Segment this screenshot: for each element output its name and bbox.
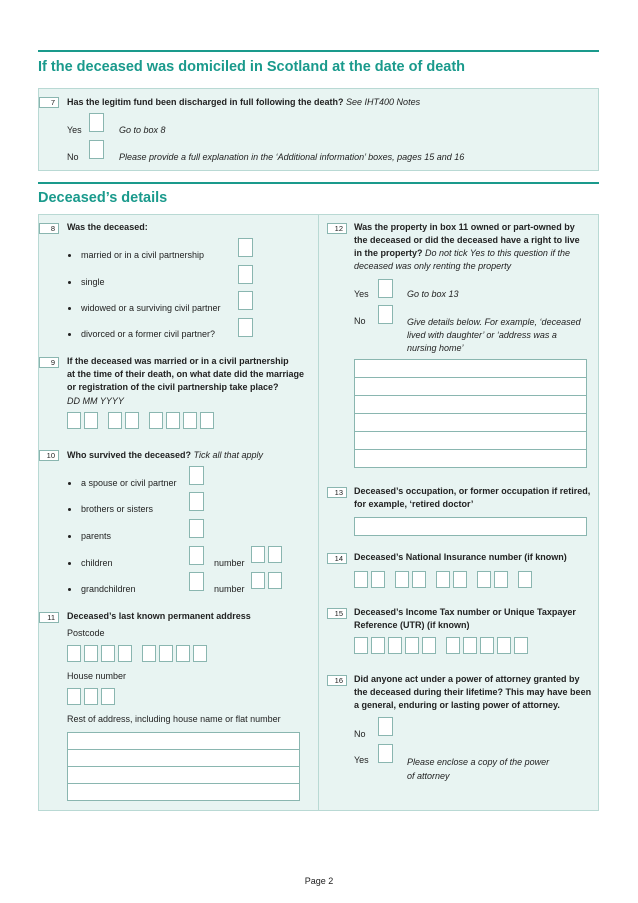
postcode-digit[interactable] [176,645,190,662]
q9-month-digit[interactable] [125,412,139,429]
question-15-line1: Deceased’s Income Tax number or Unique Taxpayer [354,607,576,617]
question-15 [354,606,576,632]
q12-details-line-input[interactable] [354,449,587,468]
q13-occupation-input[interactable] [354,517,587,536]
q11-postcode-label: Postcode [67,628,105,638]
question-8-text: Was the deceased: [67,222,148,232]
q10-option-children: children [81,558,113,568]
ni-digit[interactable] [354,571,368,588]
question-7-note: See IHT400 Notes [346,97,421,107]
q16-yes-instruction-line2: of attorney [407,771,450,781]
q9-date-format: DD MM YYYY [67,396,124,406]
house-number-digit[interactable] [101,688,115,705]
q10-grandchildren-number-digit[interactable] [251,572,265,589]
q8-single-checkbox[interactable] [238,265,253,284]
bullet [68,307,71,310]
q12-yes-checkbox[interactable] [378,279,393,298]
bullet [68,281,71,284]
question-16-line3: a general, enduring or lasting power of attorney. [354,700,560,710]
q16-yes-checkbox[interactable] [378,744,393,763]
q10-siblings-checkbox[interactable] [189,492,204,511]
question-9 [67,355,304,394]
question-15-line2: Reference (UTR) (if known) [354,620,470,630]
question-9-line3: or registration of the civil partnership take place? [67,382,279,392]
ni-digit[interactable] [453,571,467,588]
q10-option-siblings: brothers or sisters [81,504,154,514]
section-rule [38,50,599,52]
utr-digit[interactable] [405,637,419,654]
q12-details-line-input[interactable] [354,395,587,414]
question-12 [354,221,580,273]
q12-no-instruction-line2: lived with daughter’ or ‘address was a [407,330,557,340]
bullet [68,482,71,485]
postcode-digit[interactable] [118,645,132,662]
q10-children-checkbox[interactable] [189,546,204,565]
q12-no-instruction-line3: nursing home’ [407,343,464,353]
ni-digit[interactable] [395,571,409,588]
q12-no-instruction [407,316,581,355]
postcode-digit[interactable] [67,645,81,662]
ni-digit[interactable] [371,571,385,588]
bullet [68,588,71,591]
q10-spouse-checkbox[interactable] [189,466,204,485]
q7-yes-checkbox[interactable] [89,113,104,132]
q10-children-number-digit[interactable] [268,546,282,563]
address-line-input[interactable] [67,766,300,784]
postcode-digit[interactable] [142,645,156,662]
q11-house-number-label: House number [67,671,127,681]
q16-yes-instruction [407,755,549,783]
q16-yes-instruction-line1: Please enclose a copy of the power [407,757,550,767]
q9-month-digit[interactable] [108,412,122,429]
q16-no-checkbox[interactable] [378,717,393,736]
box-number-14: 14 [327,553,347,564]
q16-yes-label: Yes [354,755,369,765]
q12-no-label: No [354,316,366,326]
q11-rest-of-address-label: Rest of address, including house name or flat number [67,714,281,724]
box-number-9: 9 [39,357,59,368]
q10-grandchildren-number-digit[interactable] [268,572,282,589]
address-line-input[interactable] [67,749,300,767]
question-9-line1: If the deceased was married or in a civil partnership [67,356,289,366]
address-line-input[interactable] [67,732,300,750]
q12-details-line-input[interactable] [354,413,587,432]
house-number-digit[interactable] [84,688,98,705]
bullet [68,254,71,257]
utr-digit[interactable] [371,637,385,654]
question-13-line2: for example, ‘retired doctor’ [354,499,474,509]
postcode-digit[interactable] [101,645,115,662]
box-number-7: 7 [39,97,59,108]
q10-option-spouse: a spouse or civil partner [81,478,177,488]
box-number-11: 11 [39,612,59,623]
question-7 [67,97,420,107]
q9-year-digit[interactable] [166,412,180,429]
question-12-note: Do not tick Yes to this question if the [425,248,570,258]
q8-option-married: married or in a civil partnership [81,250,205,260]
q8-divorced-checkbox[interactable] [238,318,253,337]
q12-details-line-input[interactable] [354,359,587,378]
section-rule [38,182,599,184]
q7-no-checkbox[interactable] [89,140,104,159]
box-number-15: 15 [327,608,347,619]
q7-no-label: No [67,152,79,162]
question-9-line2: at the time of their death, on what date did the marriage [67,369,305,379]
q10-children-number-label: number [214,558,245,568]
utr-digit[interactable] [354,637,368,654]
question-16 [354,673,591,712]
bullet [68,535,71,538]
question-13-line1: Deceased’s occupation, or former occupation if retired, [354,486,591,496]
postcode-digit[interactable] [159,645,173,662]
q10-parents-checkbox[interactable] [189,519,204,538]
ni-digit[interactable] [518,571,532,588]
ni-digit[interactable] [494,571,508,588]
q8-option-single: single [81,277,105,287]
utr-digit[interactable] [480,637,494,654]
q12-no-checkbox[interactable] [378,305,393,324]
postcode-digit[interactable] [193,645,207,662]
ni-digit[interactable] [412,571,426,588]
q7-no-instruction: Please provide a full explanation in the ‘Additional information’ boxes, pages 15 and 16 [119,152,465,162]
question-12-line3: in the property? [354,248,423,258]
question-12-line1: Was the property in box 11 owned or part-owned by [354,222,575,232]
q12-details-line-input[interactable] [354,377,587,396]
section-title-scotland: If the deceased was domiciled in Scotland at the date of death [38,59,466,75]
q16-no-label: No [354,729,366,739]
q10-children-number-digit[interactable] [251,546,265,563]
section-title-details: Deceased’s details [38,190,168,206]
question-13 [354,485,590,511]
page-number: Page 2 [304,876,334,886]
q8-option-widowed: widowed or a surviving civil partner [81,303,221,313]
q12-no-instruction-line1: Give details below. For example, ‘deceased [407,317,581,327]
q7-yes-label: Yes [67,125,82,135]
question-10-note: Tick all that apply [193,450,264,460]
question-11-text: Deceased’s last known permanent address [67,611,251,621]
q10-grandchildren-checkbox[interactable] [189,572,204,591]
q9-day-digit[interactable] [84,412,98,429]
utr-digit[interactable] [497,637,511,654]
bullet [68,562,71,565]
question-16-line2: the deceased during their lifetime? This may have been [354,687,592,697]
question-10 [67,450,263,460]
box-number-16: 16 [327,675,347,686]
bullet [68,333,71,336]
question-10-text: Who survived the deceased? [67,450,192,460]
q8-option-divorced: divorced or a former civil partner? [81,329,216,339]
utr-digit[interactable] [446,637,460,654]
ni-digit[interactable] [436,571,450,588]
q10-option-parents: parents [81,531,112,541]
q12-details-line-input[interactable] [354,431,587,450]
question-12-line2: the deceased or did the deceased have a right to live [354,235,580,245]
utr-digit[interactable] [388,637,402,654]
q8-widowed-checkbox[interactable] [238,291,253,310]
question-12-line4: deceased was only renting the property [354,261,512,271]
utr-digit[interactable] [422,637,436,654]
postcode-digit[interactable] [84,645,98,662]
box-number-8: 8 [39,223,59,234]
box-number-12: 12 [327,223,347,234]
ni-digit[interactable] [477,571,491,588]
q9-year-digit[interactable] [200,412,214,429]
q9-year-digit[interactable] [183,412,197,429]
q8-married-checkbox[interactable] [238,238,253,257]
box-number-10: 10 [39,450,59,461]
q12-yes-label: Yes [354,289,369,299]
utr-digit[interactable] [514,637,528,654]
address-line-input[interactable] [67,783,300,801]
question-7-text: Has the legitim fund been discharged in full following the death? [67,97,344,107]
q12-yes-instruction: Go to box 13 [407,289,459,299]
q9-day-digit[interactable] [67,412,81,429]
house-number-digit[interactable] [67,688,81,705]
q9-year-digit[interactable] [149,412,163,429]
question-16-line1: Did anyone act under a power of attorney granted by [354,674,580,684]
question-14-text: Deceased’s National Insurance number (if known) [354,552,567,562]
q10-grandchildren-number-label: number [214,584,245,594]
box-number-13: 13 [327,487,347,498]
column-divider [318,214,319,811]
utr-digit[interactable] [463,637,477,654]
bullet [68,508,71,511]
q7-yes-instruction: Go to box 8 [119,125,166,135]
q10-option-grandchildren: grandchildren [81,584,136,594]
